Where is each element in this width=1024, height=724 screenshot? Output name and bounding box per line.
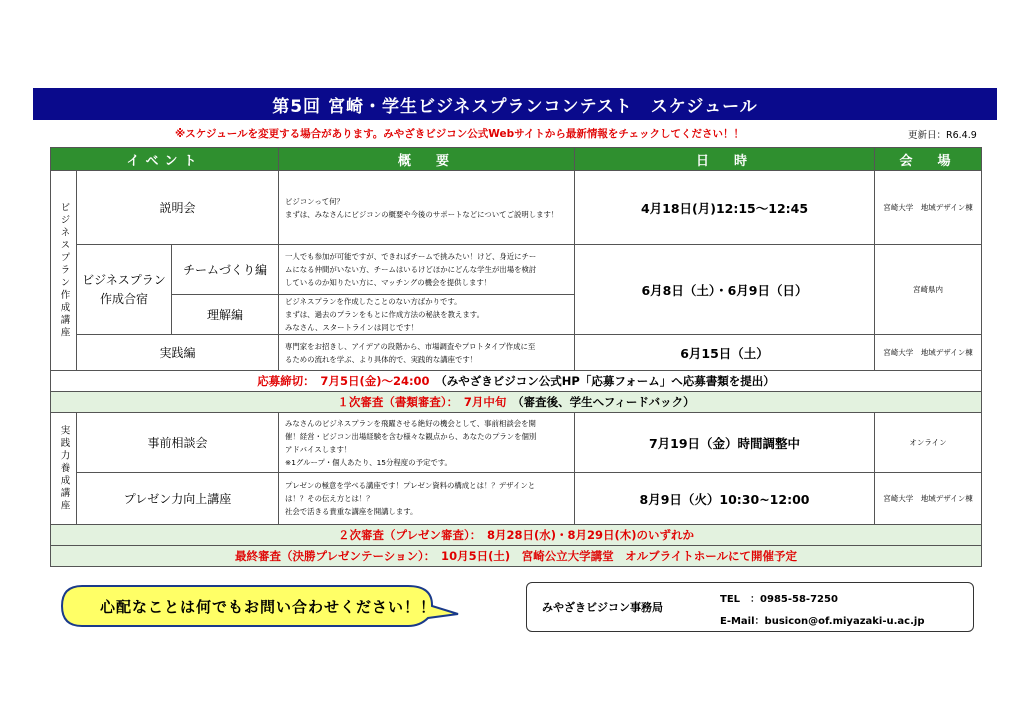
header-datetime: 日 時 [575,148,875,171]
overview-line: ビジコンって何？ [285,196,344,206]
date-presen: 8月9日（火）10:30~12:00 [575,473,875,525]
overview-line: は！？その伝え方とは！？ [285,494,374,503]
overview-line: ※1グループ・個人あたり、15分程度の予定です。 [285,457,452,467]
event-presen: プレゼン力向上講座 [77,473,279,525]
first-review-red: １次審査（書類審査）： 7月中旬 [337,395,507,409]
overview-line: まずは、みなさんにビジコンの概要や今後のサポートなどについてご説明します！ [285,209,559,219]
overview-setsumei [279,171,575,245]
schedule-table [50,147,982,567]
first-review-text [51,392,982,413]
second-review-row [51,525,982,546]
event-jizen: 事前相談会 [77,413,279,473]
date-jizen: 7月19日（金）時間調整中 [575,413,875,473]
final-review-row [51,546,982,567]
deadline-red: 応募締切： 7月5日(金)〜24:00 [257,374,430,388]
final-review-text [51,546,982,567]
overview-line: まずは、過去のプランをもとに作成方法の秘訣を教えます。 [285,310,484,319]
event-setsumei: 説明会 [77,171,279,245]
table-row [51,473,982,525]
overview-line: プレゼンの極意を学べる講座です！プレゼン資料の構成とは！？デザインと [285,481,536,490]
overview-line: 一人でも参加が可能ですが、できればチームで挑みたい！けど、身近にチー [285,252,537,261]
event-jissen: 実践編 [77,335,279,371]
overview-line: みなさんのビジネスプランを飛躍させる絶好の機会として、事前相談会を開 [285,418,536,428]
bubble-message: 心配なことは何でもお問い合わせください！！ [100,598,437,616]
section-label-practical: 実践力養成講座 [51,413,77,525]
header-row [51,148,982,171]
overview-line: 専門家をお招きし、アイデアの段階から、市場調査やプロトタイプ作成に至 [285,341,536,351]
overview-line: ムになる仲間がいない方、チームはいるけどほかにどんな学生が出場を検討 [285,265,537,274]
change-notice: ※スケジュールを変更する場合があります。みやざきビジコン公式Webサイトから最新情報をチェックしてください！！ [175,128,745,140]
event-team: チームづくり編 [172,245,279,295]
final-review-red: 最終審査（決勝プレゼンテーション）： 10月5日(土) 宮崎公立大学講堂 オルブライトホールにて開催予定 [234,549,798,563]
second-review-text [51,525,982,546]
email-address[interactable]: E-Mail：busicon@of.miyazaki-u.ac.jp [720,616,925,627]
overview-line: しているのか知りたい方に、マッチングの機会を提供します！ [285,278,492,287]
overview-line: アドバイスします！ [285,444,352,454]
table-row [51,245,982,295]
overview-line: るための流れを学ぶ、より具体的で、実践的な講座です！ [285,354,478,364]
venue-gasshuku: 宮崎県内 [875,245,982,335]
venue-setsumei: 宮崎大学 地域デザイン棟 [875,171,982,245]
header-overview: 概 要 [279,148,575,171]
venue-jissen: 宮崎大学 地域デザイン棟 [875,335,982,371]
venue-jizen: オンライン [875,413,982,473]
overview-line: 社会で活きる貴重な講座を開講します。 [285,507,418,516]
deadline-row [51,371,982,392]
overview-presen [279,473,575,525]
overview-rikai [279,295,575,335]
phone-number: TEL ：0985-58-7250 [720,594,838,605]
date-setsumei: 4月18日(月)12:15〜12:45 [575,171,875,245]
updated-date: 更新日：R6.4.9 [908,130,977,141]
section-label-business-plan: ビジネスプラン作成講座 [51,171,77,371]
overview-line: 催！経営・ビジコン出場経験を含む様々な観点から、あなたのプランを個別 [285,431,537,441]
deadline-note: （みやざきビジコン公式HP「応募フォーム」へ応募書類を提出） [429,374,775,388]
page-title: 第5回 宮崎・学生ビジネスプランコンテスト スケジュール [33,88,997,120]
date-jissen: 6月15日（土） [575,335,875,371]
table-row [51,335,982,371]
header-event: イベント [51,148,279,171]
overview-line: ビジネスプランを作成したことのない方ばかりです。 [285,297,462,306]
deadline-text [51,371,982,392]
overview-jizen [279,413,575,473]
table-row [51,171,982,245]
overview-line: みなさん、スタートラインは同じです！ [285,323,419,332]
venue-presen: 宮崎大学 地域デザイン棟 [875,473,982,525]
overview-jissen [279,335,575,371]
header-venue: 会 場 [875,148,982,171]
second-review-red: ２次審査（プレゼン審査）： 8月28日(水)・8月29日(木)のいずれか [337,528,695,542]
first-review-note: （審査後、学生へフィードバック） [506,395,695,409]
event-rikai: 理解編 [172,295,279,335]
table-row [51,413,982,473]
first-review-row [51,392,982,413]
overview-team [279,245,575,295]
office-name: みやざきビジコン事務局 [542,601,663,614]
event-gasshuku: ビジネスプラン作成合宿 [77,245,172,335]
date-gasshuku: 6月8日（土）・6月9日（日） [575,245,875,335]
